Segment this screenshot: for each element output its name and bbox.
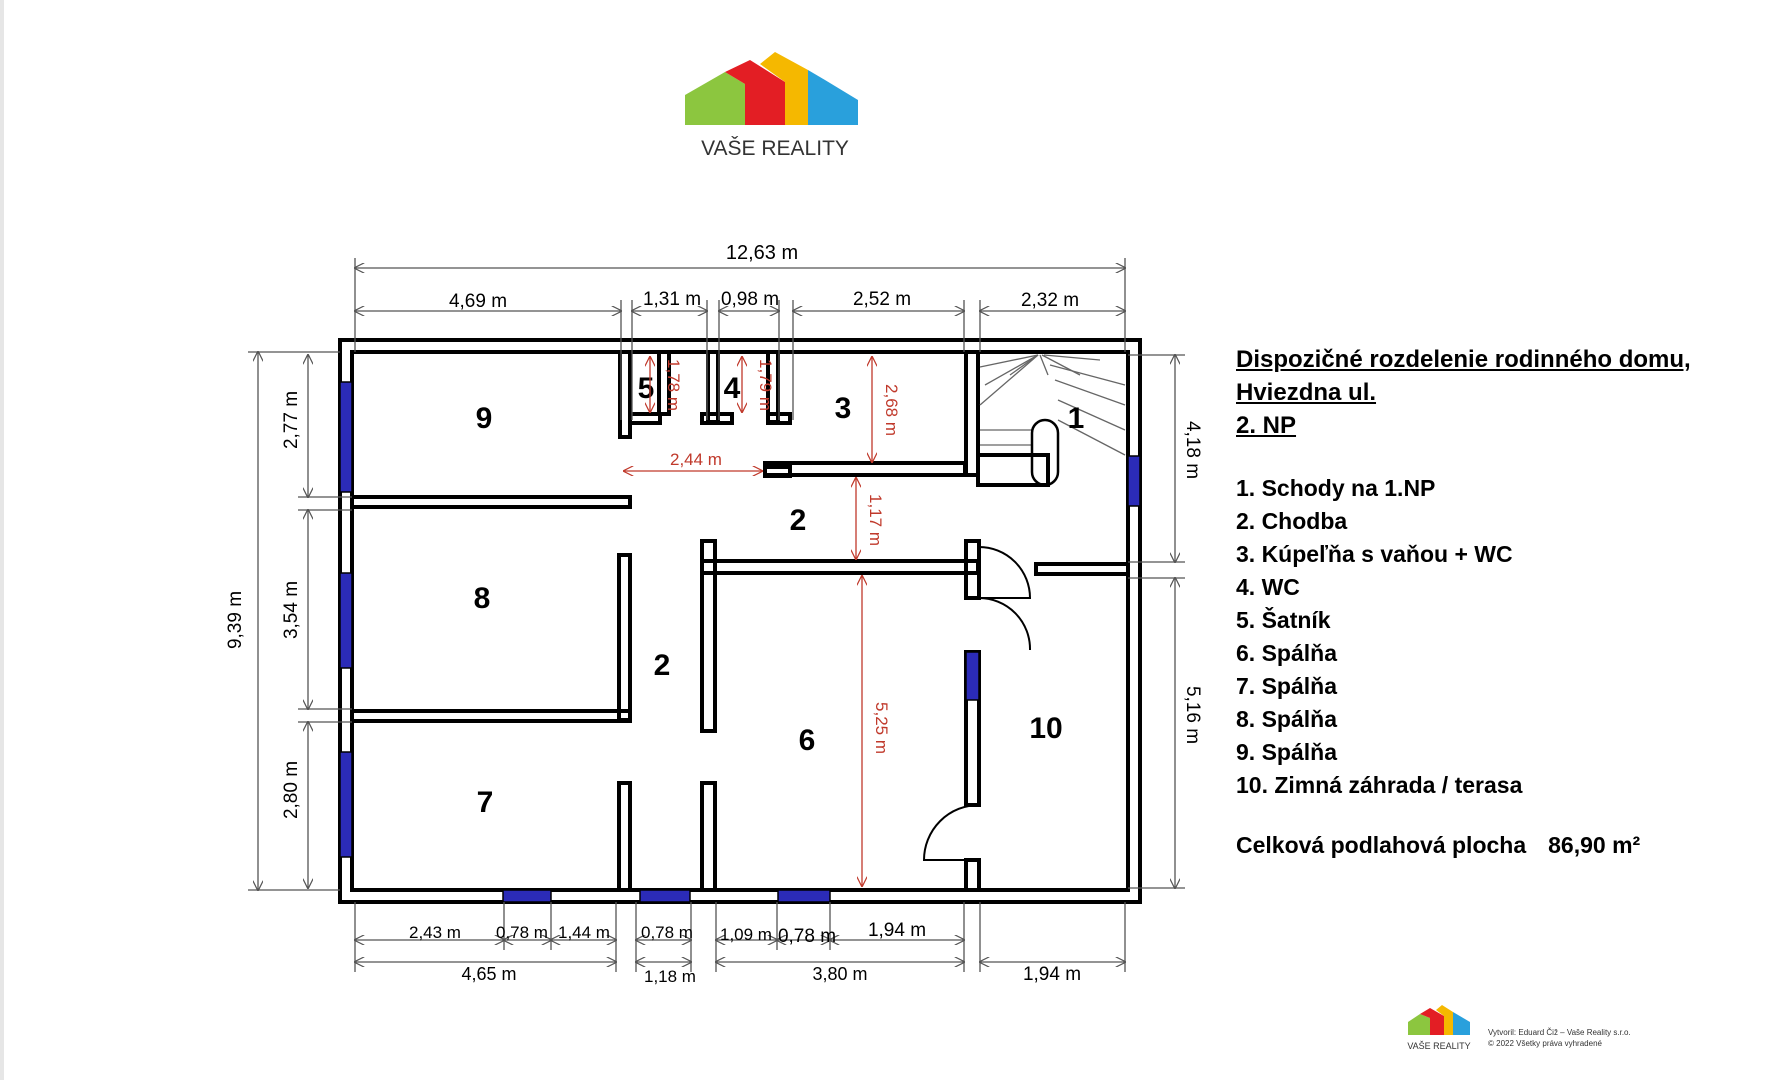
footer-logo — [1407, 1005, 1630, 1051]
wall-6-10-lower — [966, 860, 979, 890]
outer-wall-inner — [352, 352, 1128, 890]
dim-bottom-3: 1,44 m — [558, 923, 610, 942]
legend-panel — [1236, 343, 1756, 859]
dim-right-2: 5,16 m — [1182, 685, 1203, 745]
door-10-lower — [924, 805, 979, 860]
stair-step — [1055, 380, 1125, 405]
room-label-3: 3 — [834, 392, 852, 425]
legend-item-8: 8. Spálňa — [1236, 706, 1337, 732]
interior-dimension-texts — [664, 359, 901, 754]
wall-8-7 — [352, 711, 630, 721]
door-10-upper — [979, 547, 1030, 598]
legend-item-6: 6. Spálňa — [1236, 640, 1337, 666]
logo-blue-house — [808, 70, 858, 125]
footer-logo-green — [1408, 1014, 1430, 1035]
room-label-9: 9 — [475, 402, 493, 435]
legend-total-area — [1236, 832, 1756, 859]
dim-bottom-2: 0,78 m — [496, 923, 548, 942]
dim-right-1: 4,18 m — [1182, 420, 1203, 480]
wall-wc-4-left — [708, 352, 718, 422]
brand-logo — [685, 52, 858, 160]
legend-item-7: 7. Spálňa — [1236, 673, 1337, 699]
stair-newel — [1032, 420, 1058, 485]
window-bottom-7 — [503, 890, 551, 902]
legend-item-3: 3. Kúpeľňa s vaňou + WC — [1236, 541, 1513, 567]
room-label-7: 7 — [476, 786, 494, 819]
room-label-4: 4 — [723, 372, 741, 405]
room-label-1: 1 — [1067, 402, 1085, 435]
window-room-7 — [340, 752, 352, 857]
dim-bottom-6: 0,78 m — [777, 926, 837, 947]
legend-item-10: 10. Zimná záhrada / terasa — [1236, 772, 1523, 798]
wall-9-8 — [352, 497, 630, 507]
dim-bottom-row2-3: 3,80 m — [812, 964, 868, 984]
legend-item-2: 2. Chodba — [1236, 508, 1348, 534]
dim-room-6-height: 5,25 m — [872, 702, 891, 754]
dim-top-4: 2,52 m — [852, 289, 912, 310]
dim-left-3: 2,80 m — [281, 760, 302, 820]
room-label-5: 5 — [637, 372, 655, 405]
wall-jamb-6-10-upper — [966, 541, 979, 598]
room-label-8: 8 — [473, 582, 491, 615]
dim-top-5: 2,32 m — [1020, 290, 1080, 311]
wall-corridor-left-lower — [619, 783, 630, 890]
legend-item-5: 5. Šatník — [1236, 607, 1331, 633]
dim-left-2: 3,54 m — [281, 580, 302, 640]
dim-left-1: 2,77 m — [281, 390, 302, 450]
wall-corridor-left-upper — [619, 555, 630, 720]
window-bottom-corridor — [640, 890, 690, 902]
legend-title-line-3: 2. NP — [1236, 412, 1297, 439]
wall-above-10 — [1036, 564, 1128, 574]
door-10-upper-2 — [979, 598, 1030, 650]
wall-stair-box — [978, 455, 1048, 485]
dim-top-2: 1,31 m — [642, 289, 702, 310]
footer-logo-blue — [1453, 1012, 1470, 1035]
room-label-2-lower: 2 — [653, 649, 671, 682]
walls — [340, 340, 1140, 902]
dim-bottom-row2-1: 4,65 m — [461, 964, 517, 984]
dim-bottom-row2-2: 1,18 m — [644, 967, 696, 986]
legend-title-line-2: Hviezdna ul. — [1236, 379, 1377, 406]
dim-bottom-7: 1,94 m — [867, 920, 927, 941]
room-label-2-upper: 2 — [789, 504, 807, 537]
dim-bottom-1: 2,43 m — [409, 923, 461, 942]
outer-wall-outer — [340, 340, 1140, 902]
legend-item-9: 9. Spálňa — [1236, 739, 1337, 765]
window-room-6-10 — [966, 652, 979, 700]
wall-above-6 — [702, 561, 978, 573]
dim-bottom-5: 1,09 m — [720, 925, 772, 944]
wall-closet-5-foot — [630, 414, 660, 423]
legend-item-4: 4. WC — [1236, 574, 1300, 600]
window-room-9 — [340, 382, 352, 492]
dim-wc-4-height: 1,79 m — [756, 359, 775, 411]
windows — [340, 382, 1140, 902]
interior-dimension-lines — [624, 357, 872, 886]
room-label-6: 6 — [798, 724, 816, 757]
footer-logo-text: VAŠE REALITY — [1407, 1041, 1471, 1051]
logo-text: VAŠE REALITY — [701, 137, 849, 160]
stair-step — [980, 355, 1038, 405]
staircase — [980, 355, 1125, 485]
wall-under-3-stub — [765, 467, 790, 476]
total-area-value: 86,90 m² — [1548, 832, 1641, 858]
legend-room-list — [1236, 472, 1756, 802]
dim-corridor-height: 1,17 m — [866, 494, 885, 546]
dim-bath-3-height: 2,68 m — [882, 384, 901, 436]
room-label-10: 10 — [1029, 712, 1063, 745]
dim-closet-5-height: 1,78 m — [664, 359, 683, 411]
dim-top-1: 4,69 m — [448, 291, 508, 312]
wall-corridor-right-lower — [702, 783, 715, 890]
stair-step — [985, 355, 1038, 385]
logo-green-house — [685, 72, 745, 125]
footer-credit-line2: © 2022 Všetky práva vyhradené — [1488, 1039, 1602, 1048]
wall-under-3 — [765, 463, 965, 475]
dim-left-total: 9,39 m — [225, 590, 246, 650]
dim-top-total: 12,63 m — [725, 242, 799, 264]
stair-step — [1044, 355, 1100, 360]
footer-credit-line1: Vytvoril: Eduard Čiž – Vaše Reality s.r.o. — [1488, 1028, 1631, 1037]
legend-item-1: 1. Schody na 1.NP — [1236, 475, 1436, 501]
window-bottom-6 — [778, 890, 830, 902]
dim-corridor-width: 2,44 m — [670, 450, 722, 469]
dim-bottom-row2-4: 1,94 m — [1022, 964, 1082, 985]
legend-title-line-1: Dispozičné rozdelenie rodinného domu, — [1236, 346, 1691, 373]
window-room-8 — [340, 573, 352, 668]
dim-bottom-4: 0,78 m — [641, 923, 693, 942]
dim-top-3: 0,98 m — [720, 289, 780, 310]
total-area-label: Celková podlahová plocha — [1236, 832, 1527, 858]
window-room-1 — [1128, 456, 1140, 506]
room-labels — [474, 372, 1085, 819]
